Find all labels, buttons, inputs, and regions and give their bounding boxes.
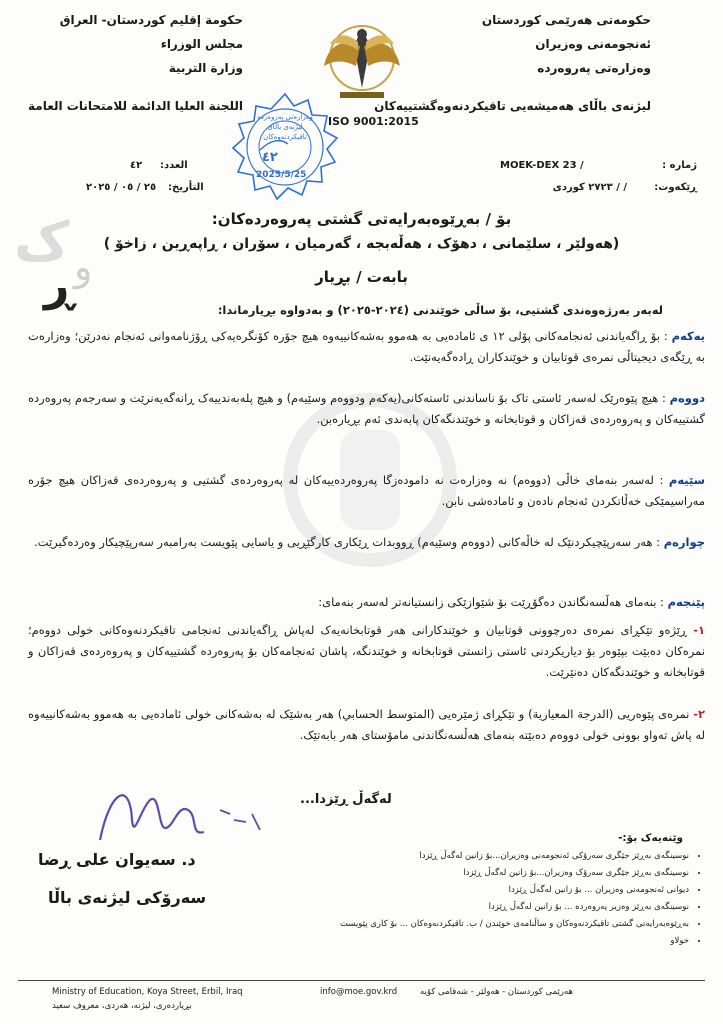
paragraph-1-label: یەکەم [671, 329, 705, 343]
handwritten-signature [70, 770, 290, 860]
stamp-date: 2025/5/25 [256, 170, 307, 180]
numbered-item-2 [28, 704, 705, 746]
aded-value: ٤٢ [130, 160, 143, 171]
paragraph-3 [28, 470, 705, 512]
paragraph-4 [28, 532, 705, 553]
zhmare-label: ژمارە : [662, 160, 697, 171]
svg-text:ڕ: ڕ [44, 260, 74, 311]
header-arabic-line-3: وزارة التربية [168, 61, 244, 75]
numbered-item-2-num: ٢- [693, 707, 705, 721]
paragraph-2-text: : هیچ پێوەرێک لەسەر ئاستی تاک بۆ ناساندنی ئاستەکانی(یەکەم ودووەم وسێیەم) و هیچ پلەبەندییەک ڕانەگەیەنرێت و سەرجەم پەروەردە گشتییەکان و پەروەردەی قەزاکان و قوتابخانە و خوێندنگەکان پابەندی ئەم بڕیارەبن. [28, 391, 705, 426]
header-arabic-line-4: اللجنة العليا الدائمة للامتحانات العامة [28, 99, 244, 113]
footer-address-en: Ministry of Education, Koya Street, Erbil, Iraq [52, 987, 243, 997]
subject: بابەت / بڕیار [315, 268, 408, 286]
cc-item: • نوسینگەی بەڕێز جێگری سەرۆکی ئەنجومەنی وەزیران...بۆ زانین لەگەڵ ڕێزدا [309, 848, 689, 865]
intro-text: لەبەر بەرژەوەندی گشتیی، بۆ ساڵی خوێندنی (٢٠٢٤-٢٠٢٥) و بەدواوە بڕیارماندا: [217, 303, 663, 317]
paragraph-2 [28, 388, 705, 430]
paragraph-5 [28, 592, 705, 613]
cc-item: • دیوانی ئەنجومەنی وەزیران ... بۆ زانین لەگەڵ ڕێزدا [309, 882, 689, 899]
cc-item: • بەڕێوەبەرایەتی گشتی تاقیکردنەوەکان و ساڵنامەی خوێندن / ب. تاقیکردنەوەکان ... بۆ کاری پێویست [309, 916, 689, 933]
reketwt-label: ڕێکەوت: [654, 182, 697, 193]
footer-address-right: هەرێمی کوردستان - هەولێر - شەقامی کۆیە [419, 987, 573, 997]
header-kurdish-line-2: ئەنجومەنی وەزیران [535, 37, 651, 51]
closing: لەگەڵ ڕێزدا... [300, 792, 392, 807]
svg-text:و: و [74, 245, 93, 289]
reketwt-value: / / ٢٧٢٣ کوردی [552, 182, 627, 193]
cc-label: وێنەیەک بۆ:- [618, 832, 683, 844]
svg-text:ک: ک [14, 210, 70, 273]
cc-list [309, 848, 705, 950]
signatory-name: د. سەیوان علی ڕضا [38, 850, 196, 869]
paragraph-5-label: پێنجەم [667, 595, 705, 609]
tarikh-label: التأريخ: [168, 182, 204, 193]
aded-label: العدد: [160, 160, 188, 171]
paragraph-1 [28, 326, 705, 368]
footer-email: info@moe.gov.krd [320, 987, 398, 997]
paragraph-4-label: چوارەم [663, 535, 705, 549]
header-kurdish-line-1: حکومەتی هەرێمی کوردستان [481, 13, 651, 27]
official-blue-stamp [230, 92, 340, 202]
paragraph-4-text: : هەر سەرپێچیکردنێک لە خاڵەکانی (دووەم وسێیەم) ڕووبدات ڕێکاری کارگێڕیی و یاسایی پێویست بەرامبەر سەرپێچیکار وەردەگیرێت. [34, 535, 661, 549]
header-arabic-line-2: مجلس الوزراء [160, 37, 244, 51]
paragraph-1-text: : بۆ ڕاگەیاندنی ئەنجامەکانی پۆلی ١٢ ی ئامادەیی بە هەموو بەشەکانییەوە هیچ جۆرە کۆنگرەیەکی ڕۆژنامەوانی ئەنجام نەدرێن؛ وەزارەت بە ڕێگەی دیجیتاڵی نمرەی قوتابیان و خوێندکاران ڕادەگەیەنێت. [28, 329, 705, 364]
ref-code: MOEK-DEX 23 / [500, 160, 584, 171]
header-kurdish-line-4: لیژنەی باڵای هەمیشەیی تاقیکردنەوەگشتییەکان [374, 99, 651, 113]
numbered-item-1 [28, 620, 705, 683]
numbered-item-1-text: ڕێژەو تێکڕای نمرەی دەرچوونی قوتابیان و خوێندکارانی هەر قوتابخانەیەک لەپاش ڕاگەیاندنی ئەنجامی تاقیکردنەوەکانی خولی دووەم؛ نمرەکان دەبێت بپێوەر بۆ دیاریکردنی ئاستی زانستی قوتابخانە و خوێندنگە، پاشان ئەنجامەکان بۆ پەروەردە گشتییەکان و پەروەردەی قەزاکان و قوتابخانە و خوێندنگەکان دەنێرێت. [28, 623, 705, 679]
paragraph-3-text: : لەسەر بنەمای خاڵی (دووەم) نە وەزارەت نە دامودەزگا پەروەردەییەکان لە پەروەردەی گشتیی و پەروەردەی قەزاکان هیچ جۆرە مەراسیمێکی خەڵاتکردن ئەنجام نادەن و ئامادەشی نابن. [28, 473, 705, 508]
paragraph-2-label: دووەم [669, 391, 706, 405]
header-kurdish-line-3: وەزارەتی پەروەردە [537, 61, 651, 75]
numbered-item-1-num: ١- [693, 623, 705, 637]
addressee-line-1: بۆ / بەڕێوەبەرایەتی گشتی پەروەردەکان: [211, 210, 512, 228]
addressee-line-2: (هەولێر ، سلێمانی ، دهۆک ، هەڵەبجە ، گەرمیان ، سۆران ، ڕاپەڕین ، زاخۆ ) [103, 236, 620, 252]
signatory-title: سەرۆکی لیژنەی باڵا [48, 888, 207, 907]
numbered-item-2-text: نمرەی پێوەریی (الدرجة المعيارية) و تێکڕای ژمێرەیی (المتوسط الحسابي) هەر بەشێک لە بەشەکانی خولی ئامادەیی بە هەموو بەشەکانییەوە لە پاش تەواو بوونی خولی دووەم دەبێتە بنەمای هەڵسەنگاندنی مامۆستای هەر بابەتێک. [28, 707, 705, 742]
paragraph-5-text: : بنەمای هەڵسەنگاندن دەگۆڕێت بۆ شێوازێکی زانستیانەتر لەسەر بنەمای: [318, 595, 664, 609]
cc-item: • نوسینگەی بەڕێز جێگری سەرۆک وەزیران...بۆ زانین لەگەڵ ڕێزدا [309, 865, 689, 882]
paragraph-3-label: سێیەم [668, 473, 705, 487]
footer-rule [18, 980, 705, 981]
stamp-number: ٤٢ [262, 150, 278, 165]
header-arabic-line-1: حكومة إقليم كوردستان- العراق [59, 13, 244, 27]
header-kurdish [374, 8, 651, 118]
tarikh-value: ٢٥ / ٠٥ / ٢٠٢٥ [86, 182, 157, 193]
iso-certification: ISO 9001:2015 [328, 115, 419, 128]
footer-address-ku: بڕیاردەری، لیژنە، هەردی، معروف سعید [52, 1001, 192, 1011]
cc-item: • خولاو [309, 933, 689, 950]
stamp-text: وەزارەتی پەروەردە لیژنەی باڵای تاقیکردنەوەکان [257, 113, 313, 141]
header-arabic [28, 8, 243, 118]
cc-item: • نوسینگەی بەڕێز وەزیر پەروەردە ... بۆ زانین لەگەڵ ڕێزدا [309, 899, 689, 916]
